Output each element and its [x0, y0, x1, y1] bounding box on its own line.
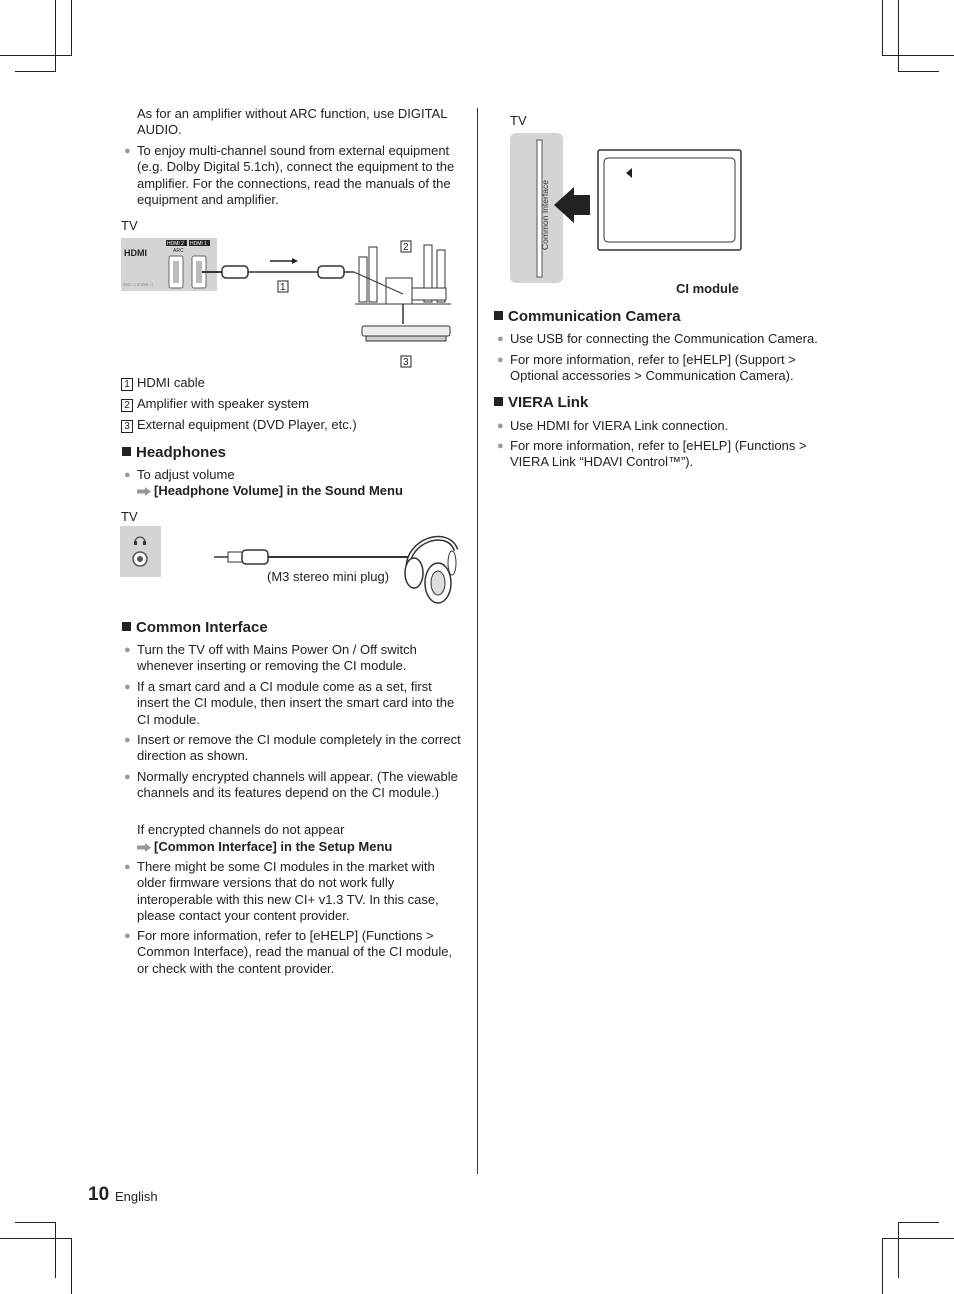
- heading-text: VIERA Link: [508, 394, 589, 411]
- crop-mark: [882, 0, 883, 56]
- bullet-dot: ●: [497, 333, 504, 345]
- legend-item-3: [121, 417, 357, 433]
- bullet-ci: [124, 859, 462, 924]
- bullet-dot: ●: [124, 861, 131, 873]
- legend-number: 1: [121, 378, 133, 391]
- legend-number: 2: [121, 399, 133, 412]
- square-bullet-icon: [494, 397, 503, 406]
- section-heading-communication-camera: [494, 308, 681, 326]
- square-bullet-icon: [122, 447, 131, 456]
- bullet-dot: ●: [124, 681, 131, 693]
- crop-mark: [0, 1238, 72, 1239]
- legend-text: Amplifier with speaker system: [137, 396, 309, 411]
- plug-caption: (M3 stereo mini plug): [267, 569, 390, 584]
- speaker-icon: [369, 247, 377, 302]
- bullet-text: For more information, refer to [eHELP] (Functions > VIERA Link “HDAVI Control™”).: [510, 438, 807, 470]
- callout-2: 2: [403, 242, 409, 253]
- bullet-dot: ●: [124, 469, 131, 481]
- headphone-connection-diagram: [118, 525, 463, 610]
- bullet-text: Insert or remove the CI module completely in the correct direction as shown.: [137, 732, 461, 764]
- intro-text: As for an amplifier without ARC function, use DIGITAL AUDIO.: [137, 106, 447, 138]
- subwoofer-icon: [386, 278, 412, 304]
- bullet-ci: [124, 928, 462, 977]
- port2-label: HDMI 2: [167, 241, 184, 247]
- crop-mark: [898, 1222, 899, 1278]
- menu-reference-common-interface: [137, 839, 392, 855]
- bullet-dot: ●: [124, 930, 131, 942]
- bullet-dot: ●: [124, 734, 131, 746]
- section-heading-headphones: [122, 444, 226, 462]
- crop-mark: [71, 1238, 72, 1294]
- port2-arc: ARC: [173, 248, 184, 254]
- menu-reference-text: [Common Interface] in the Setup Menu: [154, 839, 393, 854]
- section-heading-common-interface: [122, 619, 268, 637]
- heading-text: Communication Camera: [508, 308, 681, 325]
- encrypted-note: If encrypted channels do not appear: [137, 822, 345, 837]
- mini-plug-icon: [228, 552, 242, 562]
- bullet-communication-camera: [497, 352, 830, 385]
- bullet-text: If a smart card and a CI module come as a set, first insert the CI module, then insert the smart card into the CI module.: [137, 679, 455, 727]
- amplifier-icon: [412, 288, 446, 300]
- port1-label: HDMI 1: [190, 241, 207, 247]
- bullet-multichannel: [124, 143, 462, 208]
- tv-label: TV: [121, 218, 138, 233]
- legend-number: 3: [121, 420, 133, 433]
- tv-label: TV: [121, 509, 138, 524]
- bullet-dot: ●: [124, 145, 131, 157]
- crop-mark: [55, 1222, 56, 1278]
- bullet-text: For more information, refer to [eHELP] (Support > Optional accessories > Communication Camera).: [510, 352, 796, 384]
- ci-slot-label: Common Interface: [540, 180, 550, 250]
- crop-mark: [0, 55, 72, 56]
- hdmi-plug: [222, 266, 248, 278]
- arrow-right-icon: [137, 487, 151, 496]
- hdmi-plug: [318, 266, 344, 278]
- bullet-dot: ●: [497, 354, 504, 366]
- crop-mark: [882, 1238, 883, 1294]
- column-divider: [477, 108, 478, 1174]
- tv-label: TV: [510, 113, 527, 128]
- bullet-adjust-volume: [124, 467, 462, 483]
- legend-text: External equipment (DVD Player, etc.): [137, 417, 357, 432]
- bullet-ci: [124, 732, 462, 765]
- bullet-viera-link: [497, 418, 830, 434]
- legend-item-2: [121, 396, 309, 412]
- bullet-ci: [124, 642, 462, 675]
- callout-1: 1: [280, 282, 286, 293]
- bullet-text: Use USB for connecting the Communication Camera.: [510, 331, 818, 346]
- crop-mark: [882, 55, 954, 56]
- heading-text: Common Interface: [136, 619, 268, 636]
- bullet-text: Normally encrypted channels will appear. (The viewable channels and its features depend on the CI module.): [137, 769, 458, 801]
- crop-mark: [15, 1222, 56, 1223]
- bullet-ci: [124, 679, 462, 728]
- crop-mark: [898, 1222, 939, 1223]
- crop-mark: [898, 71, 939, 72]
- bullet-dot: ●: [497, 440, 504, 452]
- legend-text: HDMI cable: [137, 375, 205, 390]
- dvd-player-icon: [362, 326, 450, 336]
- speaker-icon: [359, 257, 367, 302]
- legend-item-1: [121, 375, 205, 391]
- bullet-text: To enjoy multi-channel sound from external equipment (e.g. Dolby Digital 5.1ch), connect the equipment to the amplifier. For the connections, read the manuals of the equipment and amplifier.: [137, 143, 455, 207]
- bullet-dot: ●: [497, 420, 504, 432]
- crop-mark: [55, 0, 56, 72]
- section-heading-viera-link: [494, 394, 588, 412]
- bullet-communication-camera: [497, 331, 840, 347]
- heading-text: Headphones: [136, 444, 227, 461]
- crop-mark: [898, 0, 899, 72]
- menu-reference-headphone-volume: [137, 483, 403, 499]
- panel-small-text: SIG ◁ V:250 ◁: [123, 282, 154, 287]
- bullet-dot: ●: [124, 644, 131, 656]
- crop-mark: [882, 1238, 954, 1239]
- bullet-text: There might be some CI modules in the market with older firmware versions that do not work fully interoperable with this new CI+ v1.3 TV. In this case, please contact your content provider.: [137, 859, 439, 923]
- hdmi-connection-diagram: [118, 234, 463, 372]
- page-number: 10: [88, 1184, 110, 1205]
- bullet-viera-link: [497, 438, 830, 471]
- bullet-text: For more information, refer to [eHELP] (Functions > Common Interface), read the manual of the CI module, or check with the content provider.: [137, 928, 453, 976]
- crop-mark: [15, 71, 56, 72]
- menu-reference-text: [Headphone Volume] in the Sound Menu: [154, 483, 403, 498]
- bullet-dot: ●: [124, 771, 131, 783]
- bullet-ci: [124, 769, 462, 802]
- callout-3: 3: [403, 357, 409, 368]
- bullet-text: Turn the TV off with Mains Power On / Off switch whenever inserting or removing the CI module.: [137, 642, 417, 674]
- square-bullet-icon: [122, 622, 131, 631]
- hdmi-logo: HDMI: [124, 248, 147, 258]
- bullet-text: To adjust volume: [137, 467, 235, 482]
- ci-module-diagram: [508, 130, 748, 290]
- ci-module-caption: CI module: [676, 281, 739, 296]
- bullet-text: Use HDMI for VIERA Link connection.: [510, 418, 729, 433]
- arrow-right-icon: [137, 843, 151, 852]
- page-language: English: [115, 1189, 158, 1204]
- square-bullet-icon: [494, 311, 503, 320]
- crop-mark: [71, 0, 72, 56]
